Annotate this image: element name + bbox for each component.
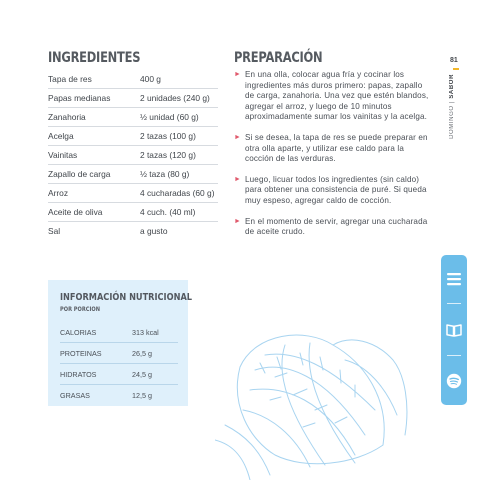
nutrient-label: GRASAS [60,390,90,400]
triangle-bullet-icon: ► [234,175,242,183]
ingredient-name: Tapa de res [48,74,92,84]
page-accent-bar [453,68,459,70]
ingredient-qty: 4 cuch. (40 ml) [140,207,196,217]
triangle-bullet-icon: ► [234,217,242,225]
menu-button[interactable] [446,271,462,287]
ingredient-qty: 4 cucharadas (60 g) [140,188,215,198]
sidebar-toolbar [441,255,467,405]
list-item [234,217,434,238]
ingredients-title: INGREDIENTES [48,50,141,66]
ingredients-table [48,70,218,240]
ingredient-qty: ½ unidad (60 g) [140,112,199,122]
ingredient-name: Arroz [48,188,69,198]
table-row [48,127,218,146]
list-item [234,133,434,165]
table-row [48,108,218,127]
table-row [48,184,218,203]
ingredient-name: Aceite de oliva [48,207,103,217]
ingredient-name: Zanahoria [48,112,86,122]
nutrient-label: PROTEINAS [60,348,102,358]
table-row [48,146,218,165]
section-label-bold: SABOR [449,74,455,99]
ingredient-name: Papas medianas [48,93,111,103]
ingredient-name: Sal [48,226,61,236]
spotify-button[interactable] [446,373,462,389]
nutrient-label: CALORIAS [60,327,97,337]
preparation-title: PREPARACIÓN [234,50,323,66]
section-label [449,74,455,139]
ingredient-qty: ½ taza (80 g) [140,169,190,179]
step-text: Si se desea, la tapa de res se puede preparar en otra olla aparte, y utilizar ese caldo para la cocción de las verduras. [245,132,428,164]
table-row [48,222,218,240]
nutrient-value: 24,5 g [132,369,152,379]
spotify-icon [446,373,462,389]
step-text: En el momento de servir, agregar una cucharada de aceite crudo. [245,216,428,237]
step-text: Luego, licuar todos los ingredientes (sin caldo) para obtener una consistencia de puré. Si queda muy espeso, agregar caldo de cocción. [245,174,427,205]
chard-illustration [215,315,415,480]
ingredient-name: Zapallo de carga [48,169,111,179]
ingredient-qty: a gusto [140,226,168,236]
nutrient-label: HIDRATOS [60,369,97,379]
section-label-light: DOMINGO | [449,100,455,139]
list-item [234,175,434,207]
book-button[interactable] [446,322,462,338]
table-row [60,343,178,364]
nutrition-panel [48,280,193,406]
table-row [60,322,178,343]
ingredient-qty: 400 g [140,74,161,84]
table-row [60,385,178,405]
page-number: 81 [450,57,458,64]
ingredient-qty: 2 tazas (100 g) [140,131,196,141]
nutrition-subtitle: POR PORCIÓN [60,306,101,313]
menu-icon [446,271,462,287]
ingredient-qty: 2 tazas (120 g) [140,150,196,160]
step-text: En una olla, colocar agua fría y cocinar los ingredientes más duros primero: papas, zapallo de carga, zanahoria. Una vez que estén blandos, agregar el arroz, y luego de 10 minutos aproximadamente sumar los vainitas y la acelga. [245,70,429,122]
nutrition-table [60,322,178,405]
list-item [234,70,434,123]
sidebar-divider [447,303,461,304]
preparation-steps [234,70,434,248]
nutrient-value: 26,5 g [132,348,152,358]
triangle-bullet-icon: ► [234,71,242,78]
table-row [60,364,178,385]
book-icon [446,322,462,338]
sidebar-divider [447,355,461,356]
nutrient-value: 313 kcal [132,327,159,337]
triangle-bullet-icon: ► [234,133,242,141]
table-row [48,89,218,108]
nutrient-value: 12,5 g [132,390,152,400]
ingredient-qty: 2 unidades (240 g) [140,93,210,103]
table-row [48,70,218,89]
ingredient-name: Acelga [48,131,74,141]
nutrition-title: INFORMACIÓN NUTRICIONAL [60,292,193,303]
ingredient-name: Vainitas [48,150,78,160]
table-row [48,165,218,184]
table-row [48,203,218,222]
